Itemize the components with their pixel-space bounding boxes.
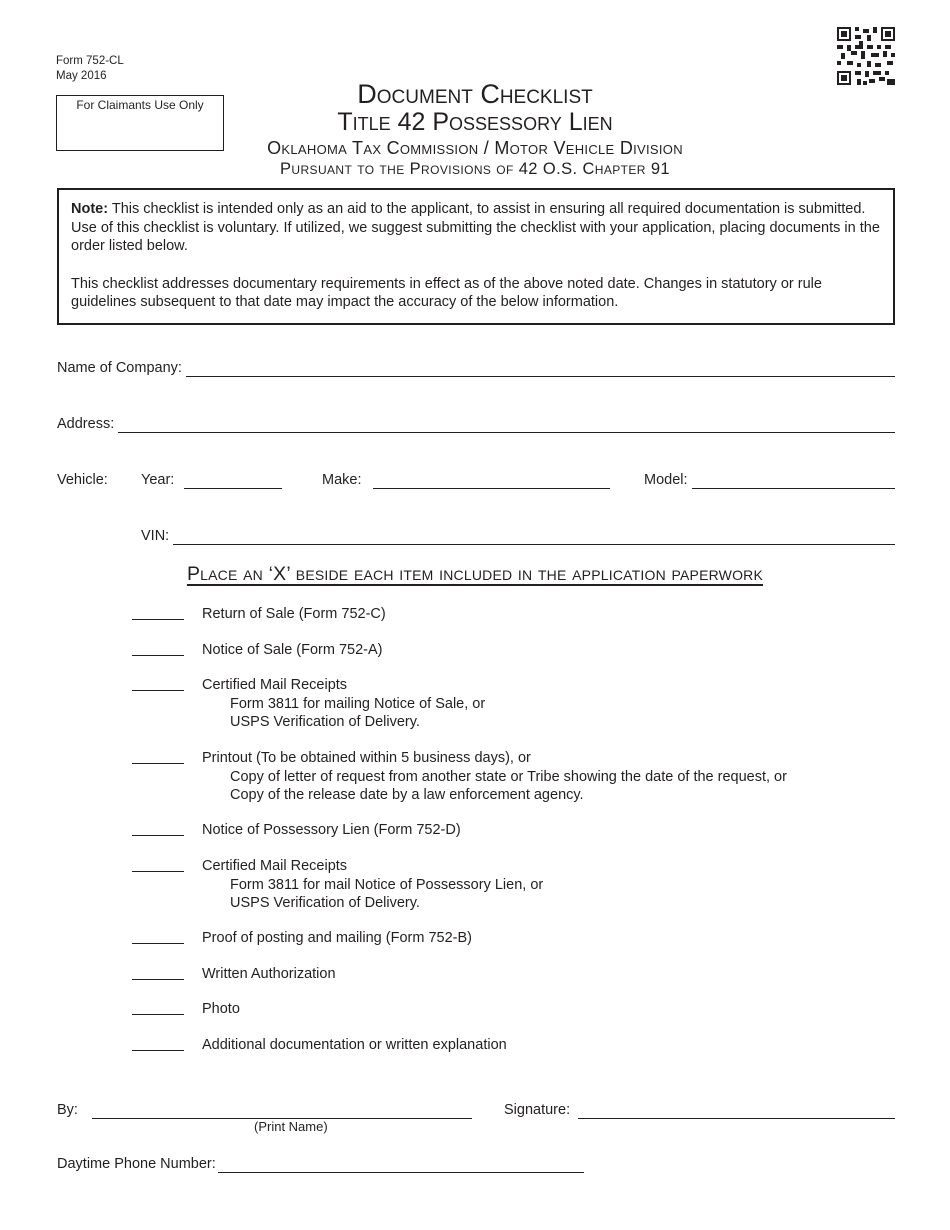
checklist-item [132,929,892,948]
item-label: Notice of Sale (Form 752-A) [202,642,383,658]
phone-label: Daytime Phone Number: [57,1156,216,1172]
note-label: Note: [71,201,109,217]
check-blank[interactable] [132,1036,184,1051]
vin-label: VIN: [141,528,170,544]
item-label: Proof of posting and mailing (Form 752-B) [202,930,472,946]
item-label: Notice of Possessory Lien (Form 752-D) [202,822,461,838]
item-sub-2: USPS Verification of Delivery. [230,895,420,911]
item-sub-1: Copy of letter of request from another state or Tribe showing the date of the request, or [230,768,787,785]
make-line[interactable] [373,474,611,489]
check-blank[interactable] [132,821,184,836]
item-label: Printout (To be obtained within 5 business days), or [202,750,531,766]
checklist-item [132,857,892,913]
item-label: Photo [202,1001,240,1017]
claimants-use-label: For Claimants Use Only [76,98,204,112]
print-name-line[interactable] [92,1104,472,1119]
signature-label: Signature: [504,1102,571,1118]
note-paragraph-2: This checklist addresses documentary requirements in effect as of the above noted date. Changes in statutory or rule guidelines subsequent to that date may impact the accuracy of the below information. [71,275,822,310]
page-subtitle: Title 42 Possessory Lien [337,108,613,136]
checklist-item [132,641,892,660]
statutory-authority: Pursuant to the Provisions of 42 O.S. Chapter 91 [280,160,670,178]
item-sub-1: Form 3811 for mailing Notice of Sale, or [230,695,486,712]
checklist-item [132,965,892,984]
signature-field[interactable] [504,1101,895,1119]
item-label: Return of Sale (Form 752-C) [202,606,386,622]
model-line[interactable] [692,474,895,489]
note-text-1: This checklist is intended only as an aid to the applicant, to assist in ensuring all required documentation is submitted. Use of this checklist is voluntary. If utilized, we suggest submitting the checklist with your application, placing documents in the order listed below. [71,201,880,254]
by-label: By: [57,1102,78,1118]
vin-line[interactable] [173,530,895,545]
phone-line[interactable] [218,1158,584,1173]
check-blank[interactable] [132,1000,184,1015]
checklist-item [132,676,892,732]
phone-field[interactable] [57,1155,584,1173]
check-blank[interactable] [132,605,184,620]
model-field[interactable] [644,471,895,489]
print-name-field[interactable] [57,1101,472,1119]
form-date: May 2016 [56,70,107,82]
check-blank[interactable] [132,929,184,944]
note-box [57,188,895,325]
company-line[interactable] [186,362,895,377]
checklist-heading: Place an ‘X’ beside each item included in the application paperwork [186,563,764,585]
item-label: Additional documentation or written explanation [202,1037,507,1053]
company-field[interactable] [57,359,895,377]
check-blank[interactable] [132,676,184,691]
year-field[interactable] [141,471,282,489]
make-field[interactable] [322,471,610,489]
vin-field[interactable] [141,527,895,545]
item-sub-2: USPS Verification of Delivery. [230,714,420,730]
model-label: Model: [644,472,688,488]
make-label: Make: [322,472,362,488]
address-label: Address: [57,416,115,432]
item-sub-2: Copy of the release date by a law enforcement agency. [230,787,584,803]
check-blank[interactable] [132,749,184,764]
agency-name: Oklahoma Tax Commission / Motor Vehicle Division [267,138,683,158]
checklist-item [132,1036,892,1055]
check-blank[interactable] [132,857,184,872]
address-field[interactable] [57,415,895,433]
checklist-item [132,1000,892,1019]
checklist-item [132,821,892,840]
qr-code-icon [837,27,895,85]
year-line[interactable] [184,474,282,489]
company-label: Name of Company: [57,360,182,376]
signature-line[interactable] [578,1104,895,1119]
check-blank[interactable] [132,641,184,656]
checklist-item [132,749,892,805]
form-number: Form 752-CL [56,55,124,67]
check-blank[interactable] [132,965,184,980]
note-paragraph-1 [71,200,881,256]
page-title: Document Checklist [357,79,593,109]
item-sub-1: Form 3811 for mail Notice of Possessory Lien, or [230,876,544,893]
checklist-item [132,605,892,624]
item-label: Certified Mail Receipts [202,858,348,874]
item-label: Written Authorization [202,966,336,982]
print-name-caption: (Print Name) [254,1119,328,1134]
item-label: Certified Mail Receipts [202,677,348,693]
year-label: Year: [141,472,175,488]
address-line[interactable] [118,418,895,433]
vehicle-label: Vehicle: [57,472,108,488]
